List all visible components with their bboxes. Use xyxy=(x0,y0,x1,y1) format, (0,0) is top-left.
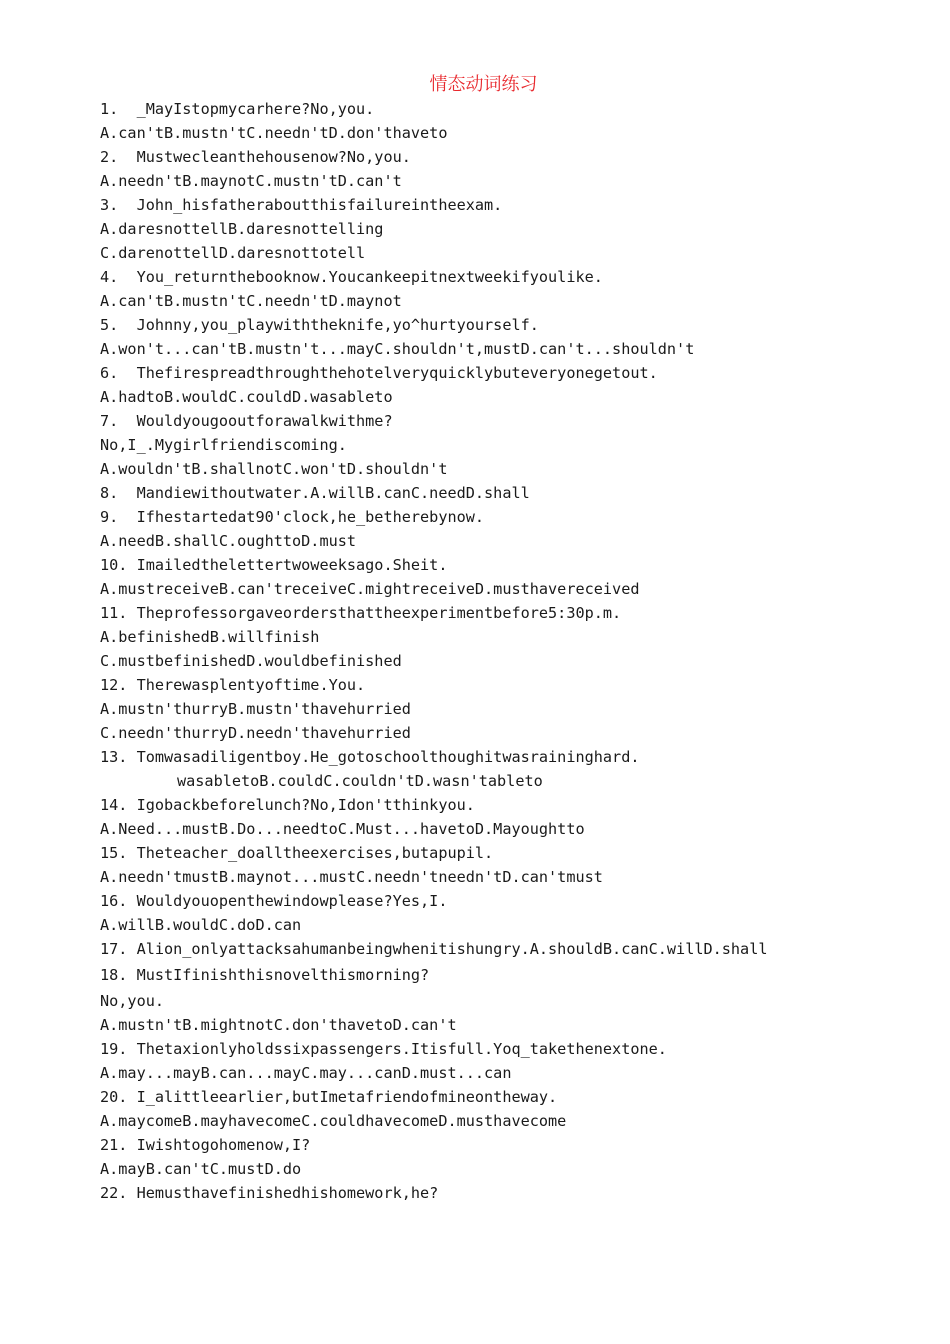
text-line: A.mayB.can'tC.mustD.do xyxy=(100,1160,302,1178)
text-line: 12. Therewasplentyoftime.You. xyxy=(100,676,366,694)
text-line: A.Need...mustB.Do...needtoC.Must...havetoD.Mayoughtto xyxy=(100,820,585,838)
text-line: A.can'tB.mustn'tC.needn'tD.maynot xyxy=(100,292,402,310)
text-line: 2. Mustwecleanthehousenow?No,you. xyxy=(100,148,411,166)
text-line: A.mustn'tB.mightnotC.don'thavetoD.can't xyxy=(100,1016,457,1034)
text-line: A.needB.shallC.oughttoD.must xyxy=(100,532,357,550)
text-line: A.mustn'thurryB.mustn'thavehurried xyxy=(100,700,411,718)
page-title: 情态动词练习 xyxy=(429,74,538,95)
text-line: A.befinishedB.willfinish xyxy=(100,628,320,646)
text-line: 19. Thetaxionlyholdssixpassengers.Itisfull.Yoq_takethenextone. xyxy=(100,1040,667,1058)
text-line: A.needn'tmustB.maynot...mustC.needn'tneedn'tD.can'tmust xyxy=(100,868,603,886)
text-line: 9. Ifhestartedat90'clock,he_betherebynow. xyxy=(100,508,485,526)
text-line: 10. Imailedthelettertwoweeksago.Sheit. xyxy=(100,556,448,574)
text-line: 14. Igobackbeforelunch?No,Idon'tthinkyou. xyxy=(100,796,475,814)
text-line: 5. Johnny,you_playwiththeknife,yo^hurtyourself. xyxy=(100,316,539,334)
text-line: C.darenottellD.daresnottotell xyxy=(100,244,366,262)
text-line: 6. Thefirespreadthroughthehotelveryquicklybuteveryonegetout. xyxy=(100,364,658,382)
text-line: A.mustreceiveB.can'treceiveC.mightreceiveD.musthavereceived xyxy=(100,580,640,598)
text-line: A.wouldn'tB.shallnotC.won'tD.shouldn't xyxy=(100,460,448,478)
text-line: A.hadtoB.wouldC.couldD.wasableto xyxy=(100,388,393,406)
text-line: 11. Theprofessorgaveordersthattheexperimentbefore5:30p.m. xyxy=(100,604,622,622)
text-line: A.needn'tB.maynotC.mustn'tD.can't xyxy=(100,172,402,190)
text-line: 4. You_returnthebooknow.Youcankeepitnextweekifyoulike. xyxy=(100,268,603,286)
text-line: 13. Tomwasadiligentboy.He_gotoschoolthoughitwasraininghard. xyxy=(100,748,640,766)
text-line: C.mustbefinishedD.wouldbefinished xyxy=(100,652,402,670)
text-line: 15. Theteacher_doalltheexercises,butapupil. xyxy=(100,844,494,862)
text-line: No,I_.Mygirlfriendiscoming. xyxy=(100,436,347,454)
text-line: A.daresnottellB.daresnottelling xyxy=(100,220,384,238)
text-line: A.willB.wouldC.doD.can xyxy=(100,916,302,934)
text-line: 22. Hemusthavefinishedhishomework,he? xyxy=(100,1184,439,1202)
text-line: 17. Alion_onlyattacksahumanbeingwhenitishungry.A.shouldB.canC.willD.shall xyxy=(100,940,768,958)
text-line: 8. Mandiewithoutwater.A.willB.canC.needD.shall xyxy=(100,484,530,502)
text-line: 3. John_hisfatheraboutthisfailureintheexam. xyxy=(100,196,503,214)
text-line: A.maycomeB.mayhavecomeC.couldhavecomeD.musthavecome xyxy=(100,1112,567,1130)
text-line: 18. MustIfinishthisnovelthismorning? xyxy=(100,966,430,984)
text-line: C.needn'thurryD.needn'thavehurried xyxy=(100,724,411,742)
exercise-list xyxy=(100,97,930,1205)
text-line: 1. _MayIstopmycarhere?No,you. xyxy=(100,100,375,118)
text-line: A.won't...can'tB.mustn't...mayC.shouldn't,mustD.can't...shouldn't xyxy=(100,340,695,358)
text-line: 21. Iwishtogohomenow,I? xyxy=(100,1136,311,1154)
text-line: A.can'tB.mustn'tC.needn'tD.don'thaveto xyxy=(100,124,448,142)
text-line: 7. Wouldyougooutforawalkwithme? xyxy=(100,412,393,430)
text-line: wasabletoB.couldC.couldn'tD.wasn'tableto xyxy=(177,772,543,790)
text-line: 20. I_alittleearlier,butImetafriendofmineontheway. xyxy=(100,1088,558,1106)
text-line: 16. Wouldyouopenthewindowplease?Yes,I. xyxy=(100,892,448,910)
text-line: A.may...mayB.can...mayC.may...canD.must...can xyxy=(100,1064,512,1082)
text-line: No,you. xyxy=(100,992,165,1010)
